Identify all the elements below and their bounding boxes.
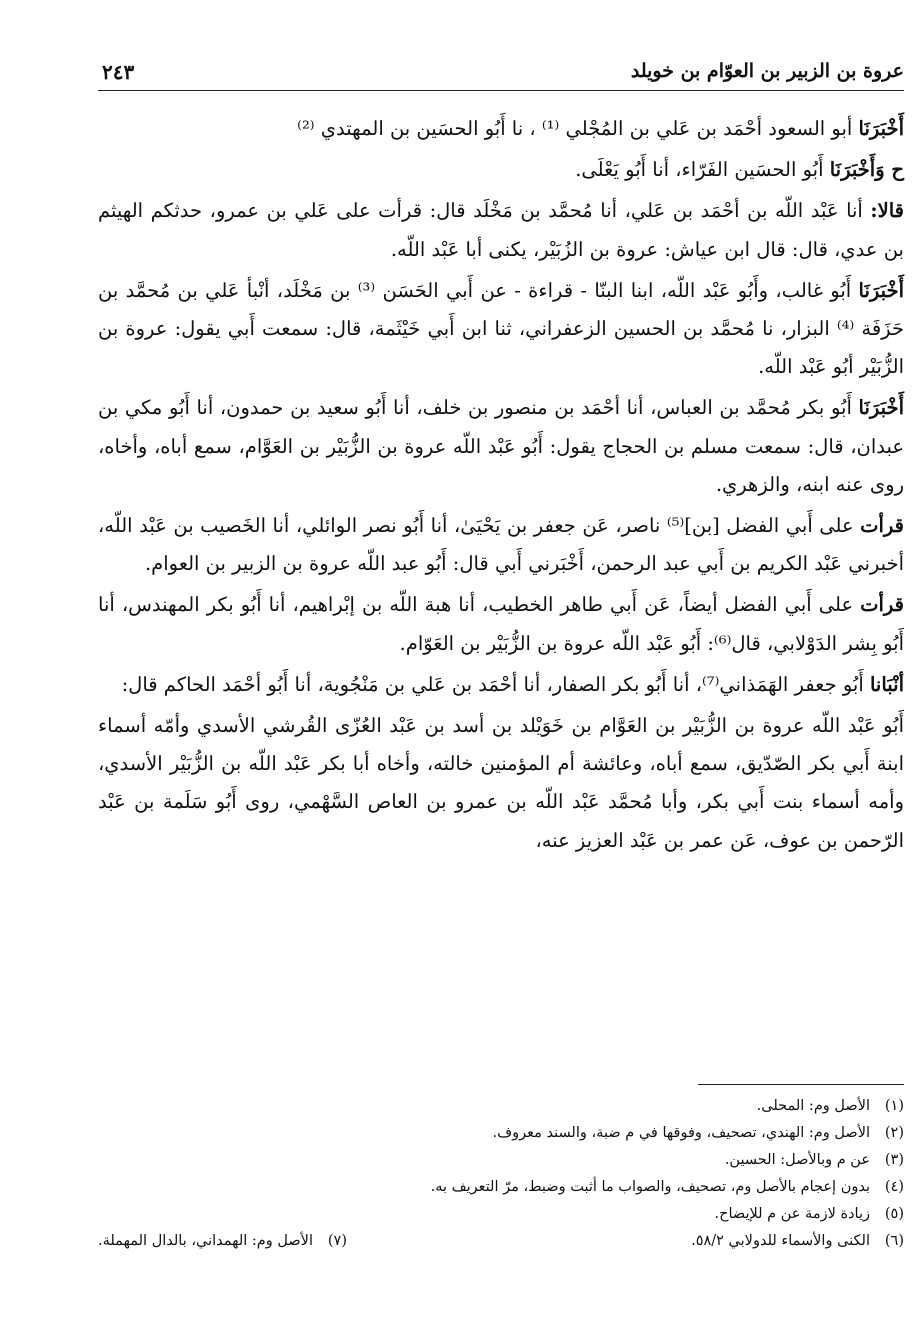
paragraph-text: على أَبي الفضل أيضاً، عَن أَبي طاهر الخطيب، أنا هبة اللّه بن إبْراهيم، أنا أَبُو بكر المهندس، أنا أَبُو بِشر الدَوْلابي، قال⁽⁶⁾: أَبُو عَبْد اللّه عروة بن الزُّبَيْر بن العَوّام. [98,593,904,655]
footnote-row [98,1228,904,1255]
paragraph-lead: قرأت [860,514,904,538]
paragraph [98,151,904,189]
paragraph [98,707,904,860]
footnote-rule [698,1084,904,1085]
paragraph-lead: أَخْبَرَنَا [858,396,904,420]
paragraph [98,666,904,704]
footnote-text: الأصل وم: المحلى. [756,1098,870,1114]
footnote [98,1120,904,1147]
footnote [98,1228,347,1255]
paragraph [98,192,904,268]
paragraph [98,389,904,504]
paragraph-lead: أَخْبَرَنَا [858,278,904,302]
paragraph-lead: قالا: [870,199,904,223]
footnote-number: (٥) [884,1206,904,1222]
paragraph-lead: قرأت [860,593,904,617]
paragraph [98,110,904,148]
paragraph-text: أَبُو جعفر الهَمَذاني⁽⁷⁾، أنا أَبُو بكر الصفار، أنا أحْمَد بن عَلي بن مَنْجُوية، أنا أَبُو أحْمَد الحاكم قال: [121,672,870,696]
paragraph-text: أنا عَبْد اللّه بن أحْمَد بن عَلي، أنا مُحمَّد بن مَخْلَد قال: قرأت على عَلي بن عمرو، حدثكم الهيثم بن عدي، قال: قال ابن عياش: عروة بن الزُبَيْر، يكنى أبا عَبْد اللّه. [98,199,904,261]
paragraph-text: أَبُو غالب، وأَبُو عَبْد اللّه، ابنا البنّا - قراءة - عن أَبي الحَسَن ⁽³⁾ بن مَخْلَد، أنْبأ عَلي بن مُحمَّد بن حَزَفَة ⁽⁴⁾ البزار، نا مُحمَّد بن الحسين الزعفراني، ثنا ابن أَبي خَيْثَمة، قال: سمعت أَبي يقول: عروة بن الزُّبَيْر أبُو عَبْد اللّه. [98,278,904,379]
body-text [98,110,904,863]
footnote [691,1228,904,1255]
running-title: عروة بن الزبير بن العوّام بن خويلد [630,60,904,82]
paragraph [98,272,904,387]
footnotes [98,1084,904,1255]
paragraph-lead: أنْبَانا [869,672,904,696]
footnote-number: (٣) [884,1152,904,1168]
page-number: ٢٤٣ [102,60,135,84]
footnote [98,1174,904,1201]
header-rule [98,90,904,91]
footnote [98,1093,904,1120]
footnote-number: (١) [884,1098,904,1114]
paragraph-text: على أَبي الفضل [بن]⁽⁵⁾ ناصر، عَن جعفر بن يَحْيَىٰ، أنا أَبُو نصر الوائلي، أنا الخَصيب بن عَبْد اللّه، أخبرني عَبْد الكريم بن أَبي عبد الرحمن، أَخْبَرني أَبي قال: أَبُو عبد اللّه عروة بن الزبير بن العوام. [98,514,904,576]
footnote-number: (٢) [884,1125,904,1141]
footnote-number: (٧) [327,1233,347,1249]
footnote [98,1201,904,1228]
footnote-text: بدون إعجام بالأصل وم، تصحيف، والصواب ما أثبت وضبط، مرّ التعريف به. [430,1179,870,1195]
paragraph-text: أَبُو عَبْد اللّه عروة بن الزُّبَيْر بن العَوَّام بن خَوَيْلد بن أسد بن عَبْد العُزّى القُرشي الأسدي وأمّه أسماء ابنة أَبي بكر الصّدّيق، سمع أباه، وعائشة أم المؤمنين خالته، وأخاه أبا بكر عَبْد اللّه بن الزُّبَيْر الأسدي، وأمه أسماء بنت أَبي بكر، وأبا مُحمَّد عَبْد اللّه بن عمرو بن العاص السَّهْمي، روى أَبُو سَلَمة بن عَبْد الرّحمن بن عوف، عَن عمر بن عَبْد العزيز عنه، [98,714,904,852]
footnote [98,1147,904,1174]
paragraph [98,507,904,583]
footnote-text: الأصل وم: الهمداني، بالدال المهملة. [98,1233,313,1249]
paragraph-text: أَبُو بكر مُحمَّد بن العباس، أنا أحْمَد بن منصور بن خلف، أنا أَبُو سعيد بن حمدون، أنا أَبُو مكي بن عبدان، قال: سمعت مسلم بن الحجاج يقول: أَبُو عَبْد اللّه عروة بن الزُّبَيْر بن العَوَّام، سمع أباه، وأخاه، روى عنه ابنه، والزهري. [98,396,904,496]
footnote-text: الكنى والأسماء للدولابي ٥٨/٢. [691,1233,870,1249]
footnote-text: الأصل وم: الهندي، تصحيف، وفوقها في م ضبة، والسند معروف. [492,1125,870,1141]
paragraph-lead: أَخْبَرَنَا [858,117,904,140]
paragraph [98,586,904,662]
document-page [98,0,904,1344]
paragraph-text: أَبُو الحسَين الفَرّاء، أنا أَبُو يَعْلَى. [575,158,830,182]
footnote-number: (٦) [884,1233,904,1249]
footnote-text: زيادة لازمة عن م للإيضاح. [714,1206,870,1222]
footnote-text: عن م وبالأصل: الحسين. [724,1152,870,1168]
page-header [98,52,904,92]
paragraph-text: أبو السعود أحْمَد بن عَلي بن المُجْلي ⁽¹⁾ ، نا أَبُو الحسَين بن المهتدي ⁽²⁾ [297,117,859,140]
paragraph-lead: ح وَأَخْبَرَنَا [829,158,904,182]
footnote-number: (٤) [884,1179,904,1195]
